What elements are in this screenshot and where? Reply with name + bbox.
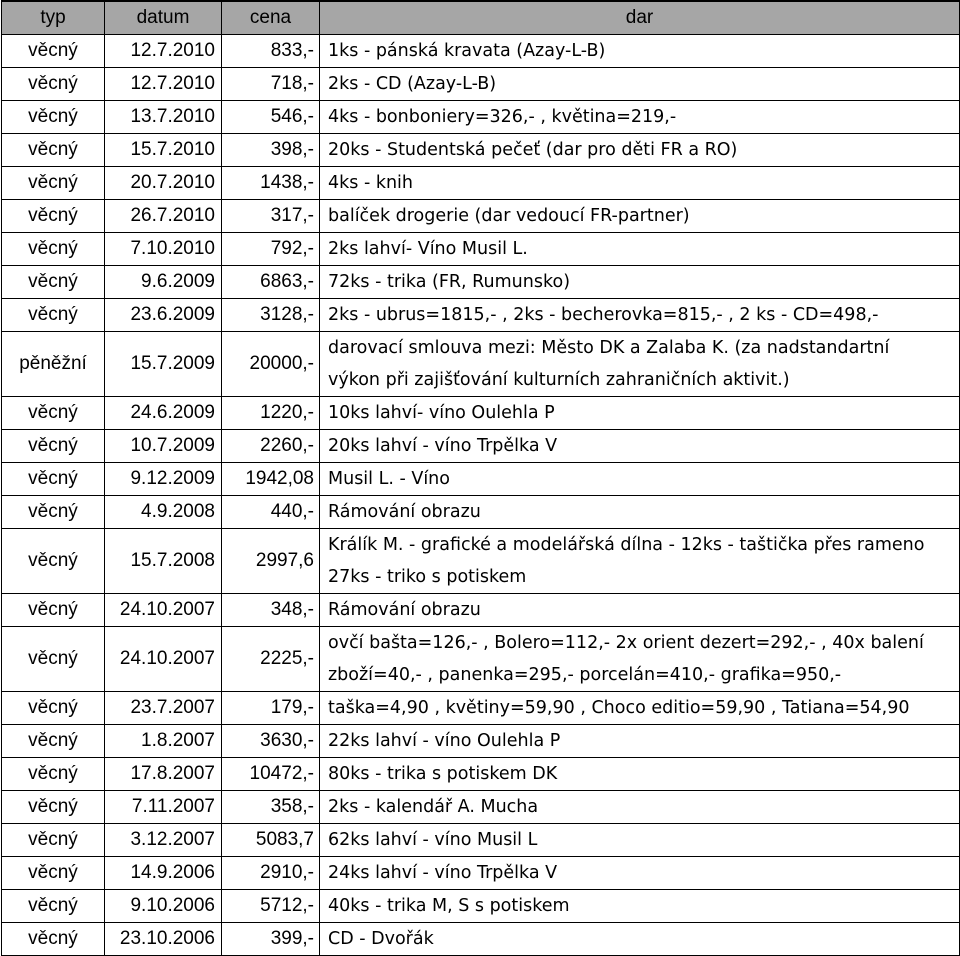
dar-cell xyxy=(320,430,960,463)
dar-cell xyxy=(320,496,960,529)
datum-cell: 1.8.2007 xyxy=(105,725,222,758)
table-row xyxy=(2,68,960,101)
dar-line: 24ks lahví - víno Trpělka V xyxy=(328,863,558,883)
typ-cell: věcný xyxy=(2,101,105,134)
datum-cell: 9.12.2009 xyxy=(105,463,222,496)
dar-line: Rámování obrazu xyxy=(328,600,481,620)
table-row xyxy=(2,134,960,167)
dar-line: taška=4,90 , květiny=59,90 , Choco editio=59,90 , Tatiana=54,90 xyxy=(328,698,910,718)
typ-cell: pěněžní xyxy=(2,332,105,397)
dar-cell xyxy=(320,692,960,725)
cena-cell: 5712,- xyxy=(222,890,320,923)
table-row xyxy=(2,824,960,857)
datum-cell: 13.7.2010 xyxy=(105,101,222,134)
datum-cell: 12.7.2010 xyxy=(105,35,222,68)
cena-cell: 1438,- xyxy=(222,167,320,200)
dar-line: 62ks lahví - víno Musil L xyxy=(328,830,538,850)
typ-cell: věcný xyxy=(2,791,105,824)
table-row xyxy=(2,758,960,791)
dar-line: 20ks lahví - víno Trpělka V xyxy=(328,436,558,456)
dar-cell xyxy=(320,233,960,266)
typ-cell: věcný xyxy=(2,529,105,594)
cena-cell: 2260,- xyxy=(222,430,320,463)
cena-cell: 440,- xyxy=(222,496,320,529)
typ-cell: věcný xyxy=(2,890,105,923)
cena-cell: 10472,- xyxy=(222,758,320,791)
datum-cell: 9.6.2009 xyxy=(105,266,222,299)
dar-cell xyxy=(320,299,960,332)
typ-cell: věcný xyxy=(2,299,105,332)
cena-cell: 833,- xyxy=(222,35,320,68)
typ-cell: věcný xyxy=(2,167,105,200)
dar-cell xyxy=(320,824,960,857)
dar-line: zboží=40,- , panenka=295,- porcelán=410,- grafika=950,- xyxy=(328,665,842,685)
cena-cell: 546,- xyxy=(222,101,320,134)
cena-cell: 1220,- xyxy=(222,397,320,430)
cena-cell: 179,- xyxy=(222,692,320,725)
table-row xyxy=(2,463,960,496)
dar-line: Rámování obrazu xyxy=(328,502,481,522)
typ-cell: věcný xyxy=(2,266,105,299)
table-row xyxy=(2,857,960,890)
dar-line: darovací smlouva mezi: Město DK a Zalaba K. (za nadstandartní xyxy=(328,338,890,358)
dar-line: Musil L. - Víno xyxy=(328,469,450,489)
table-row xyxy=(2,692,960,725)
datum-cell: 9.10.2006 xyxy=(105,890,222,923)
dar-line: Králík M. - grafické a modelářská dílna - 12ks - taštička přes rameno xyxy=(328,535,925,555)
dar-line: výkon při zajišťování kulturních zahraničních aktivit.) xyxy=(328,370,790,390)
dar-cell xyxy=(320,134,960,167)
typ-cell: věcný xyxy=(2,35,105,68)
dar-line: 20ks - Studentská pečeť (dar pro děti FR a RO) xyxy=(328,140,738,160)
cena-cell: 2225,- xyxy=(222,627,320,692)
header-dar: dar xyxy=(320,1,960,35)
cena-cell: 2997,6 xyxy=(222,529,320,594)
typ-cell: věcný xyxy=(2,430,105,463)
datum-cell: 10.7.2009 xyxy=(105,430,222,463)
dar-line: 1ks - pánská kravata (Azay-L-B) xyxy=(328,41,606,61)
cena-cell: 20000,- xyxy=(222,332,320,397)
datum-cell: 15.7.2008 xyxy=(105,529,222,594)
dar-line: 80ks - trika s potiskem DK xyxy=(328,764,558,784)
dar-line: ovčí bašta=126,- , Bolero=112,- 2x orient dezert=292,- , 40x balení xyxy=(328,633,924,653)
datum-cell: 15.7.2010 xyxy=(105,134,222,167)
typ-cell: věcný xyxy=(2,200,105,233)
typ-cell: věcný xyxy=(2,725,105,758)
datum-cell: 24.10.2007 xyxy=(105,594,222,627)
dar-cell xyxy=(320,758,960,791)
header-typ: typ xyxy=(2,1,105,35)
header-datum: datum xyxy=(105,1,222,35)
table-body xyxy=(2,35,960,956)
table-row xyxy=(2,594,960,627)
dar-cell xyxy=(320,167,960,200)
cena-cell: 5083,7 xyxy=(222,824,320,857)
dar-line: 10ks lahví- víno Oulehla P xyxy=(328,403,555,423)
typ-cell: věcný xyxy=(2,463,105,496)
cena-cell: 348,- xyxy=(222,594,320,627)
table-row xyxy=(2,35,960,68)
dar-cell xyxy=(320,791,960,824)
dar-line: 2ks lahví- Víno Musil L. xyxy=(328,239,528,259)
typ-cell: věcný xyxy=(2,824,105,857)
table-row xyxy=(2,101,960,134)
typ-cell: věcný xyxy=(2,627,105,692)
cena-cell: 1942,08 xyxy=(222,463,320,496)
dar-cell xyxy=(320,200,960,233)
datum-cell: 17.8.2007 xyxy=(105,758,222,791)
table-row xyxy=(2,430,960,463)
cena-cell: 6863,- xyxy=(222,266,320,299)
cena-cell: 3128,- xyxy=(222,299,320,332)
table-row xyxy=(2,332,960,397)
datum-cell: 23.7.2007 xyxy=(105,692,222,725)
dar-line: 4ks - bonboniery=326,- , květina=219,- xyxy=(328,107,677,127)
cena-cell: 398,- xyxy=(222,134,320,167)
table-row xyxy=(2,496,960,529)
typ-cell: věcný xyxy=(2,397,105,430)
table-row xyxy=(2,266,960,299)
datum-cell: 26.7.2010 xyxy=(105,200,222,233)
table-row xyxy=(2,200,960,233)
dar-cell xyxy=(320,594,960,627)
table-row xyxy=(2,890,960,923)
datum-cell: 24.10.2007 xyxy=(105,627,222,692)
table-row xyxy=(2,529,960,594)
gifts-table xyxy=(1,0,960,956)
dar-line: 2ks - CD (Azay-L-B) xyxy=(328,74,497,94)
table-row xyxy=(2,725,960,758)
cena-cell: 718,- xyxy=(222,68,320,101)
dar-cell xyxy=(320,923,960,956)
typ-cell: věcný xyxy=(2,758,105,791)
dar-cell xyxy=(320,857,960,890)
table-row xyxy=(2,791,960,824)
datum-cell: 12.7.2010 xyxy=(105,68,222,101)
typ-cell: věcný xyxy=(2,857,105,890)
table-row xyxy=(2,627,960,692)
dar-cell xyxy=(320,529,960,594)
dar-line: 72ks - trika (FR, Rumunsko) xyxy=(328,272,571,292)
cena-cell: 2910,- xyxy=(222,857,320,890)
typ-cell: věcný xyxy=(2,68,105,101)
dar-cell xyxy=(320,725,960,758)
typ-cell: věcný xyxy=(2,496,105,529)
dar-cell xyxy=(320,266,960,299)
cena-cell: 317,- xyxy=(222,200,320,233)
cena-cell: 792,- xyxy=(222,233,320,266)
typ-cell: věcný xyxy=(2,923,105,956)
table-row xyxy=(2,167,960,200)
datum-cell: 15.7.2009 xyxy=(105,332,222,397)
dar-cell xyxy=(320,397,960,430)
dar-line: 27ks - triko s potiskem xyxy=(328,567,527,587)
datum-cell: 3.12.2007 xyxy=(105,824,222,857)
table-row xyxy=(2,397,960,430)
dar-line: 4ks - knih xyxy=(328,173,414,193)
dar-cell xyxy=(320,463,960,496)
datum-cell: 7.11.2007 xyxy=(105,791,222,824)
dar-cell xyxy=(320,627,960,692)
table-row xyxy=(2,299,960,332)
dar-cell xyxy=(320,332,960,397)
dar-line: 22ks lahví - víno Oulehla P xyxy=(328,731,561,751)
dar-cell xyxy=(320,101,960,134)
header-cena: cena xyxy=(222,1,320,35)
dar-line: 2ks - ubrus=1815,- , 2ks - becherovka=815,- , 2 ks - CD=498,- xyxy=(328,305,879,325)
datum-cell: 23.6.2009 xyxy=(105,299,222,332)
datum-cell: 20.7.2010 xyxy=(105,167,222,200)
cena-cell: 3630,- xyxy=(222,725,320,758)
dar-line: balíček drogerie (dar vedoucí FR-partner) xyxy=(328,206,690,226)
datum-cell: 14.9.2006 xyxy=(105,857,222,890)
cena-cell: 399,- xyxy=(222,923,320,956)
datum-cell: 24.6.2009 xyxy=(105,397,222,430)
datum-cell: 4.9.2008 xyxy=(105,496,222,529)
cena-cell: 358,- xyxy=(222,791,320,824)
dar-cell xyxy=(320,35,960,68)
header-row xyxy=(2,1,960,35)
datum-cell: 23.10.2006 xyxy=(105,923,222,956)
dar-cell xyxy=(320,890,960,923)
dar-line: 2ks - kalendář A. Mucha xyxy=(328,797,539,817)
typ-cell: věcný xyxy=(2,594,105,627)
table-row xyxy=(2,923,960,956)
dar-line: CD - Dvořák xyxy=(328,929,434,949)
table-header xyxy=(2,1,960,35)
table-row xyxy=(2,233,960,266)
dar-line: 40ks - trika M, S s potiskem xyxy=(328,896,570,916)
typ-cell: věcný xyxy=(2,692,105,725)
typ-cell: věcný xyxy=(2,233,105,266)
dar-cell xyxy=(320,68,960,101)
datum-cell: 7.10.2010 xyxy=(105,233,222,266)
typ-cell: věcný xyxy=(2,134,105,167)
